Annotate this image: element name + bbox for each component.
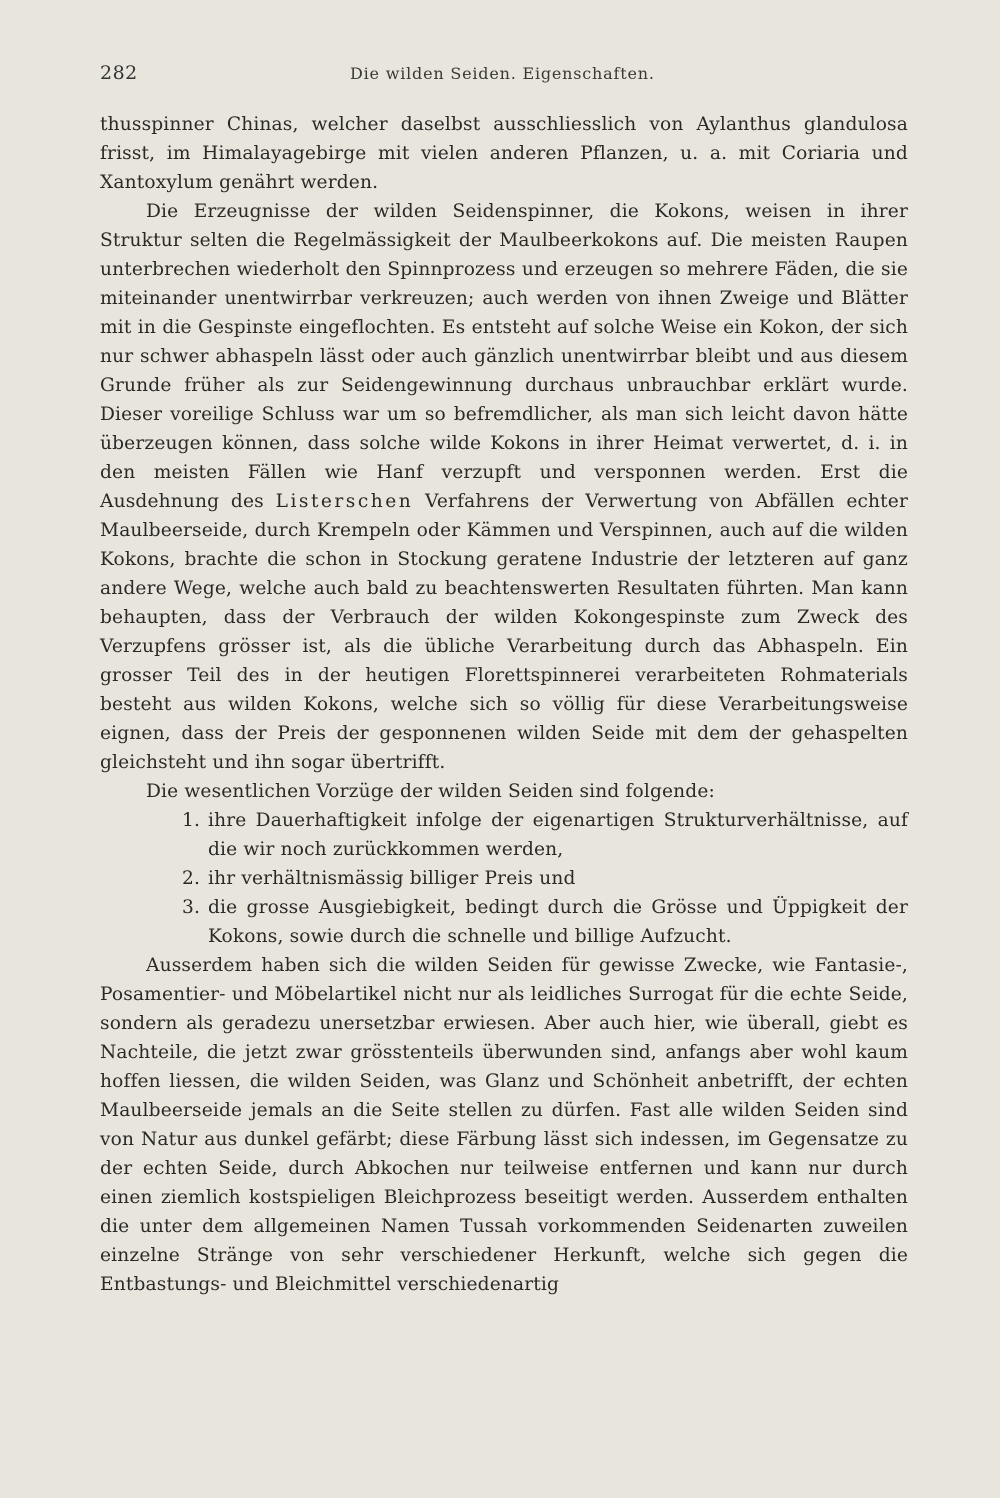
paragraph-advantages-intro: Die wesentlichen Vorzüge der wilden Seiden sind folgende: <box>146 781 715 802</box>
list-item <box>182 893 908 951</box>
list-item-text: ihre Dauerhaftigkeit infolge der eigenartigen Strukturverhältnisse, auf die wir noch zurückkommen werden, <box>208 810 908 860</box>
paragraph-cocoons-text-a: Die Erzeugnisse der wilden Seidenspinner, die Kokons, weisen in ihrer Struktur selten die Regelmässigkeit der Maulbeerkokons auf. Die meisten Raupen unterbrechen wiederholt den Spinnprozess und erzeugen so mehrere Fäden, die sie miteinander unentwirrbar verkreuzen; auch werden von ihnen Zweige und Blätter mit in die Gespinste eingeflochten. Es entsteht auf solche Weise ein Kokon, der sich nur schwer abhaspeln lässt oder auch gänzlich unentwirrbar bleibt und aus diesem Grunde früher als zur Seidengewinnung durchaus unbrauchbar erklärt wurde. Dieser voreilige Schluss war um so befremdlicher, als man sich leicht davon hätte überzeugen können, dass solche wilde Kokons in ihrer Heimat verwertet, d. i. in den meisten Fällen wie Hanf verzupft und versponnen werden. Erst die Ausdehnung des <box>100 201 908 512</box>
paragraph-disadvantages: Ausserdem haben sich die wilden Seiden für gewisse Zwecke, wie Fantasie-, Posamentier- und Möbelartikel nicht nur als leidliches Surrogat für die echte Seide, sondern als geradezu unersetzbar erwiesen. Aber auch hier, wie überall, giebt es Nachteile, die jetzt zwar grösstenteils überwunden sind, anfangs aber wohl kaum hoffen liessen, die wilden Seiden, was Glanz und Schönheit anbetrifft, der echten Maulbeerseide jemals an die Seite stellen zu dürfen. Fast alle wilden Seiden sind von Natur aus dunkel gefärbt; diese Färbung lässt sich indessen, im Gegensatze zu der echten Seide, durch Abkochen nur teilweise entfernen und kann nur durch einen ziemlich kostspieligen Bleichprozess beseitigt werden. Ausserdem enthalten die unter dem allgemeinen Namen Tussah vorkommenden Seidenarten zuweilen einzelne Stränge von sehr verschiedener Herkunft, welche sich gegen die Entbastungs- und Bleichmittel verschiedenartig <box>100 955 908 1295</box>
list-item-text: ihr verhältnismässig billiger Preis und <box>208 868 576 889</box>
list-item <box>182 806 908 864</box>
list-item-text: die grosse Ausgiebigkeit, bedingt durch die Grösse und Üppigkeit der Kokons, sowie durch die schnelle und billige Aufzucht. <box>208 897 908 947</box>
list-item-number: 1. <box>182 810 201 831</box>
paragraph-cocoons <box>100 197 908 777</box>
paragraph-cocoons-text-b: Verfahrens der Verwertung von Abfällen echter Maulbeerseide, durch Krempeln oder Kämmen und Verspinnen, auch auf die wilden Kokons, brachte die schon in Stockung geratene Industrie der letzteren auf ganz andere Wege, welche auch bald zu beachtenswerten Resultaten führten. Man kann behaupten, dass der Verbrauch der wilden Kokongespinste zum Zweck des Verzupfens grösser ist, als die übliche Verarbeitung durch das Abhaspeln. Ein grosser Teil des in der heutigen Florettspinnerei verarbeiteten Rohmaterials besteht aus wilden Kokons, welche sich so völlig für diese Verarbeitungsweise eignen, dass der Preis der gesponnenen wilden Seide mit dem der gehaspelten gleichsteht und ihn sogar übertrifft. <box>100 491 908 773</box>
paragraph-continuation: thusspinner Chinas, welcher daselbst ausschliesslich von Aylanthus glandulosa frisst, im Himalayagebirge mit vielen anderen Pflanzen, u. a. mit Coriaria und Xantoxylum genährt werden. <box>100 114 908 193</box>
lister-name: Listerschen <box>275 491 414 512</box>
list-item-number: 3. <box>182 897 201 918</box>
page-header <box>100 62 910 92</box>
page-number: 282 <box>100 62 138 84</box>
list-item <box>182 864 908 893</box>
list-item-number: 2. <box>182 868 201 889</box>
advantages-list <box>100 806 908 951</box>
body-text <box>100 110 908 1299</box>
running-head: Die wilden Seiden. Eigenschaften. <box>350 64 655 83</box>
